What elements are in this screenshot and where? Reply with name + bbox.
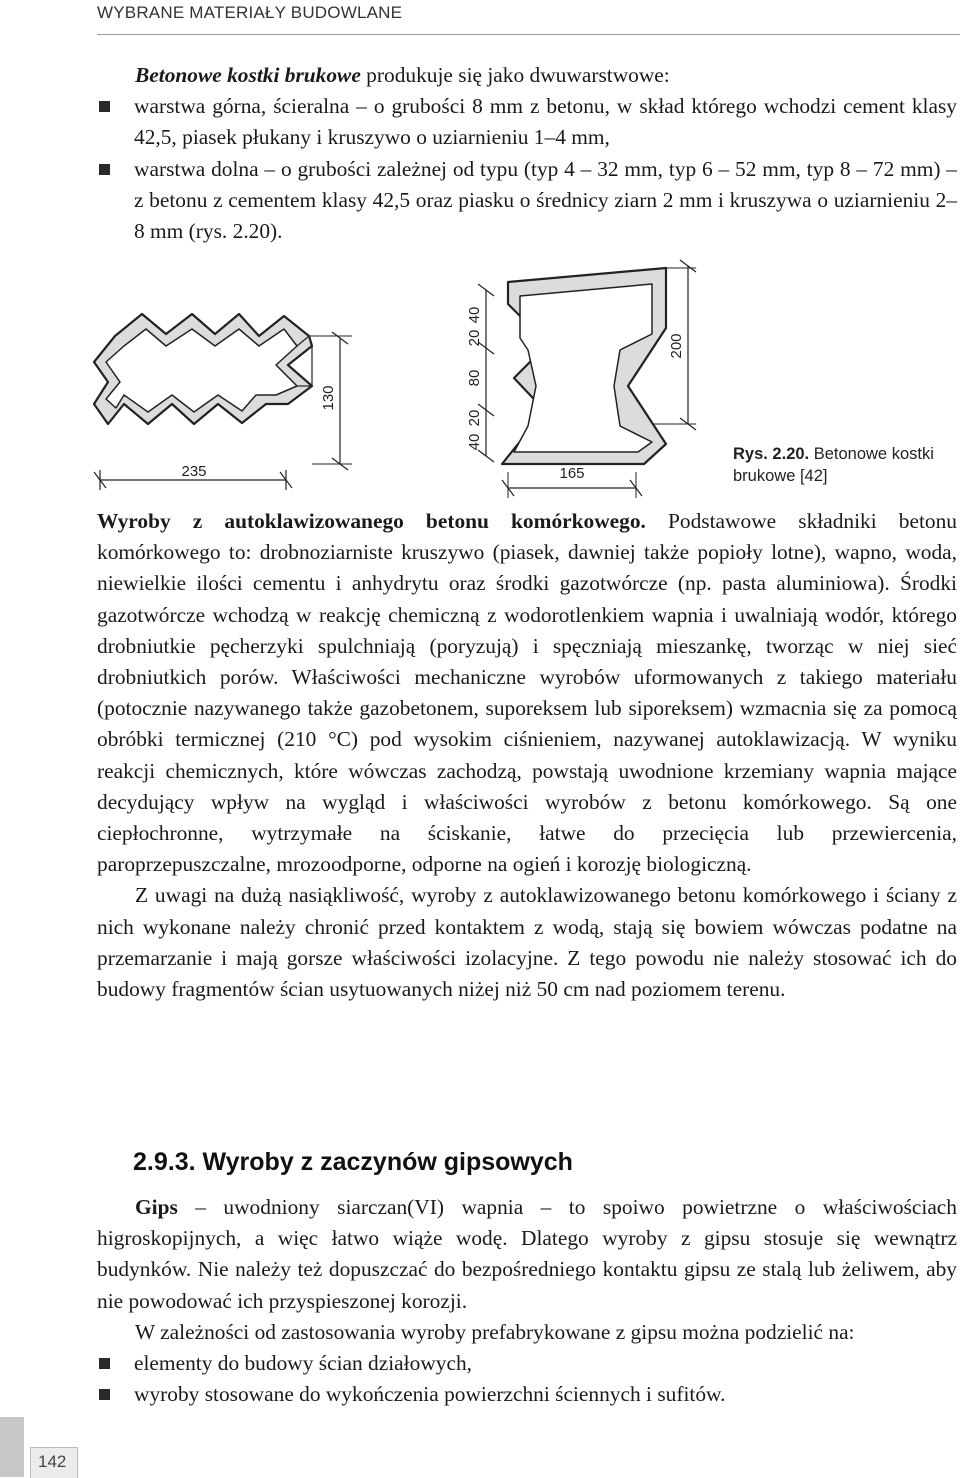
list-item [97,1379,957,1410]
section-gypsum [97,1192,957,1410]
i-paver-drawing [466,260,696,498]
list-item-text: warstwa górna, ścieralna – o grubości 8 mm z betonu, w skład którego wchodzi cement klasy 42,5, piasek płukany i kruszywo o uziarnieniu 1–4 mm, [134,94,957,150]
vertical-label-bottom: 40 [466,433,483,451]
figure-caption-text: Betonowe kostki brukowe [42] [733,445,934,485]
list-item-text: elementy do budowy ścian działowych, [134,1351,472,1376]
zigzag-paver-drawing [94,314,352,490]
right-width-dimension: 165 [559,465,585,482]
intro-block [97,60,957,247]
list-item [97,154,957,248]
vertical-label-upper-neck: 20 [466,329,483,347]
aerated-concrete-paragraph-2: Z uwagi na dużą nasiąkliwość, wyroby z autoklawizowanego betonu komórkowego i ściany z nich wykonane należy chronić przed kontaktem z wodą, stają się bowiem wówczas podatne na przemarzanie i mają gorsze właściwości izolacyjne. Z tego powodu nie należy stosować ich do budowy fragmentów ścian usytuowanych niżej niż 50 cm nad poziomem terenu. [97,883,957,1002]
aerated-concrete-text-1: Podstawowe składniki betonu komórkowego to: drobnoziarniste kruszywo (piasek, dawniej także popioły lotne), wapno, woda, niewielkie ilości cementu i anhydrytu oraz środki gazotwórcze (np. pasta aluminiowa). Środki gazotwórcze wchodzą w reakcję chemiczną z wodorotlenkiem wapnia i uwalniają wodór, którego drobniutkie pęcherzyki spulchniają (poryzują) i spęczniają mieszankę, tworząc w niej sieć drobniutkich porów. Właściwości mechaniczne wyrobów uformowanych z takiego materiału (potocznie nazywanego także gazobetonem, suporeksem lub siporeksem) wzmacnia się za pomocą obróbki termicznej (210 °C) pod wysokim ciśnieniem, nazywanej autoklawizacją. W wyniku reakcji chemicznych, które wówczas zachodzą, powstają uwodnione krzemiany wapnia mające decydujący wpływ na wygląd i właściwości wyrobów z betonu komórkowego. Są one ciepłochronne, wytrzymałe na ściskanie, łatwe do przecięcia lub przewiercenia, paroprzepuszczalne, mrozoodporne, odporne na ogień i korozję biologiczną. [97,509,957,877]
bullet-square-icon [99,1389,110,1400]
list-item-text: wyroby stosowane do wykończenia powierzchni ściennych i sufitów. [134,1382,726,1407]
list-item-text: warstwa dolna – o grubości zależnej od typu (typ 4 – 32 mm, typ 6 – 52 mm, typ 8 – 72 mm) – z betonu z cementem klasy 42,5 oraz piasku o średnicy ziarn 2 mm i kruszywa o uziarnieniu 2–8 mm (rys. 2.20). [134,156,957,244]
page-number: 142 [38,1452,67,1471]
paver-drawing [90,258,700,500]
page-edge-tab [0,1417,24,1477]
intro-lead-term: Betonowe kostki brukowe [135,63,361,87]
left-height-dimension: 130 [320,385,337,411]
section-heading-gypsum: 2.9.3. Wyroby z zaczynów gipsowych [133,1148,573,1176]
intro-lead-text: produkuje się jako dwuwarstwowe: [360,63,670,87]
list-item [97,91,957,153]
right-height-dimension: 200 [668,333,685,359]
bullet-square-icon [99,101,110,112]
vertical-label-top: 40 [466,306,483,324]
gypsum-paragraph-2: W zależności od zastosowania wyroby prefabrykowane z gipsu można podzielić na: [135,1319,855,1344]
list-item [97,1348,957,1379]
section-aerated-concrete [97,506,957,1005]
vertical-label-middle: 80 [466,369,483,387]
vertical-label-lower-neck: 20 [466,409,483,427]
gypsum-text-1: – uwodniony siarczan(VI) wapnia – to spoiwo powietrzne o właściwościach higroskopijnych, a więc łatwo wiąże wodę. Dlatego wyroby z gipsu stosuje się wewnątrz budynków. Nie należy też dopuszczać do bezpośredniego kontaktu gipsu ze stalą lub żeliwem, aby nie powodować ich przyspieszonej korozji. [97,1195,957,1313]
aerated-concrete-heading: Wyroby z autoklawizowanego betonu komórkowego. [97,509,646,533]
running-header [97,0,960,35]
intro-bullet-list [97,91,957,247]
bullet-square-icon [99,1358,110,1369]
bullet-square-icon [99,164,110,175]
gypsum-term: Gips [135,1195,178,1219]
figure-caption [733,443,960,487]
left-width-dimension: 235 [181,463,207,480]
figure-caption-label: Rys. 2.20. [733,445,810,463]
aerated-concrete-paragraph-1 [97,506,957,880]
intro-paragraph [97,60,957,91]
gypsum-paragraph-1 [97,1192,957,1317]
gypsum-bullet-list [97,1348,957,1410]
paver-figure [90,258,700,500]
running-header-title: WYBRANE MATERIAŁY BUDOWLANE [97,3,403,22]
